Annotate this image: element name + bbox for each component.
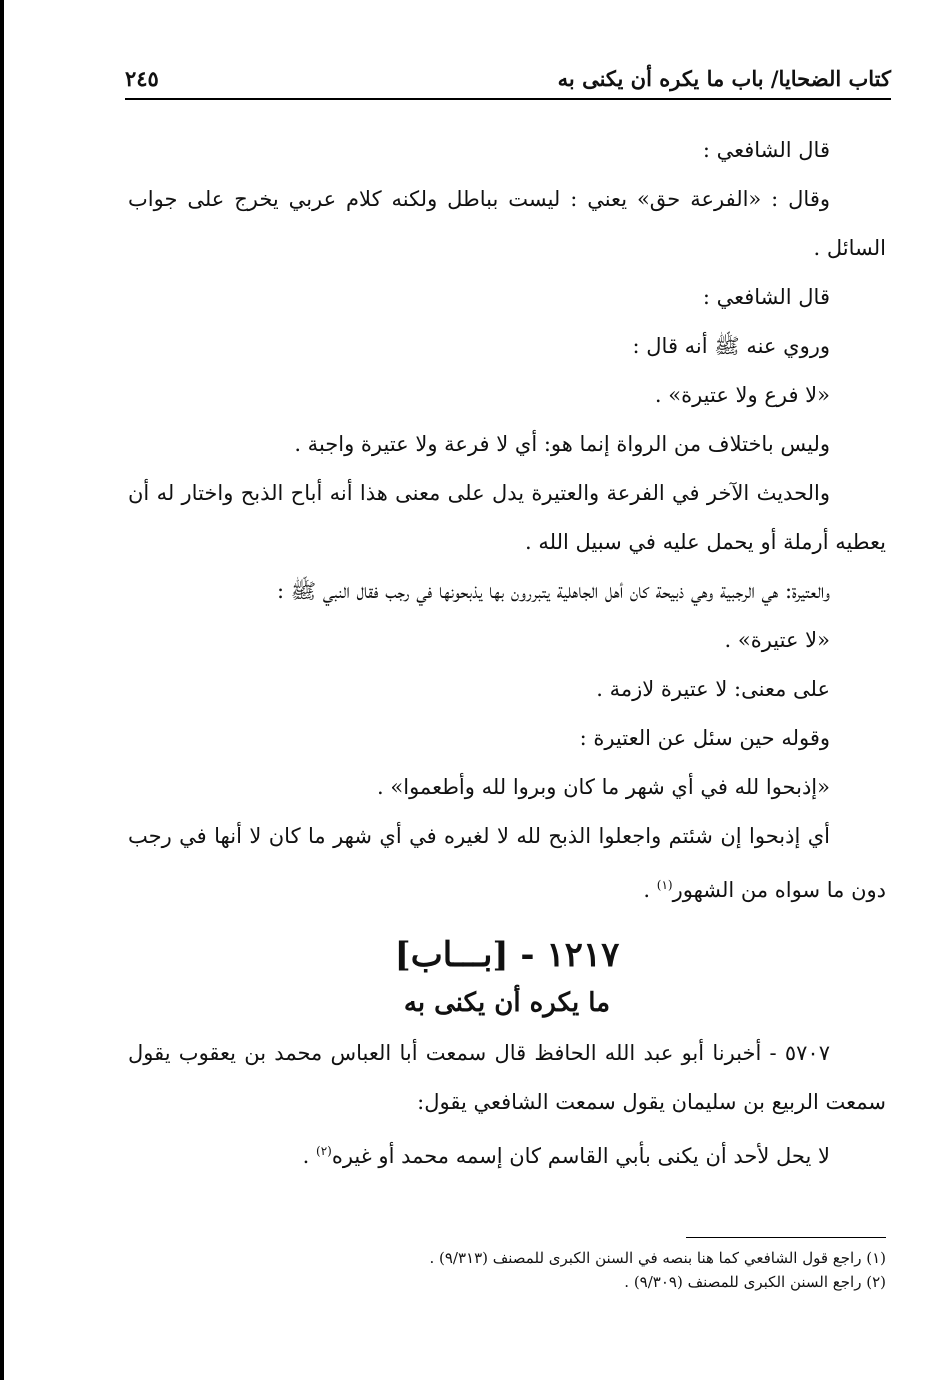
paragraph: وقوله حين سئل عن العتيرة : (579, 726, 830, 750)
paragraph: قال الشافعي : (702, 138, 830, 162)
paragraph: وليس باختلاف من الرواة إنما هو: أي لا فرعة ولا عتيرة واجبة . (294, 432, 830, 456)
hadith-quote: لا يحل لأحد أن يكنى بأبي القاسم كان إسمه محمد أو غيره$^{(٢)}$ . (302, 1144, 830, 1168)
quote-text: لا يحل لأحد أن يكنى بأبي القاسم كان إسمه محمد أو غيره (331, 1144, 830, 1168)
footnote: (١) راجع قول الشافعي كما هنا بنصه في السنن الكبرى للمصنف (٩/٣١٣) . (429, 1249, 886, 1267)
footnote: (٢) راجع السنن الكبرى للمصنف (٩/٣٠٩) . (624, 1273, 886, 1291)
footnote-ref: (٢) (316, 1144, 332, 1158)
hadith-quote: «لا عتيرة» . (724, 628, 830, 652)
paragraph: أي إذبحوا إن شئتم واجعلوا الذبح لله لا لغيره في أي شهر ما كان لا أنها في رجب دون ما سواه من الشهور$^{(١)}$ . (128, 824, 886, 902)
footnote-ref: (١) (656, 878, 673, 892)
paragraph: على معنى: لا عتيرة لازمة . (596, 677, 830, 701)
hadith-quote: «إذبحوا لله في أي شهر ما كان وبروا لله وأطعموا» . (377, 775, 830, 799)
hadith-quote: «لا فرع ولا عتيرة» . (654, 383, 830, 407)
paragraph: وروي عنه ﷺ أنه قال : (632, 334, 830, 358)
paragraph: والحديث الآخر في الفرعة والعتيرة يدل على معنى هذا أنه أباح الذبح واختار له أن يعطيه أرملة أو يحمل عليه في سبيل الله . (128, 481, 886, 554)
paragraph: والعتيرة: هي الرجبية وهي ذبيحة كان أهل الجاهلية يتبررون بها يذبحونها في رجب فقال النبي ﷺ : (277, 579, 830, 603)
header-rule (125, 98, 891, 100)
footnote-rule (686, 1237, 886, 1238)
page-number: ٢٤٥ (125, 65, 159, 91)
paragraph: قال الشافعي : (702, 285, 830, 309)
footnotes (128, 1246, 886, 1294)
hadith-chain: ٥٧٠٧ - أخبرنا أبو عبد الله الحافظ قال سمعت أبا العباس محمد بن يعقوب يقول سمعت الربيع بن سليمان يقول سمعت الشافعي يقول: (128, 1041, 886, 1114)
main-text (128, 126, 886, 1181)
paragraph-text: أي إذبحوا إن شئتم واجعلوا الذبح لله لا لغيره في أي شهر ما كان لا أنها في رجب دون ما سواه من الشهور (128, 824, 886, 902)
chapter-title: ما يكره أن يكنى به (403, 988, 611, 1018)
chapter-number: ١٢١٧ - [بـــاب] (394, 935, 620, 975)
running-head-title: كتاب الضحايا/ باب ما يكره أن يكنى به (557, 65, 891, 91)
scan-edge (0, 0, 4, 1380)
running-head (125, 58, 891, 98)
paragraph: وقال : «الفرعة حق» يعني : ليست بباطل ولكنه كلام عربي يخرج على جواب السائل . (128, 187, 886, 260)
